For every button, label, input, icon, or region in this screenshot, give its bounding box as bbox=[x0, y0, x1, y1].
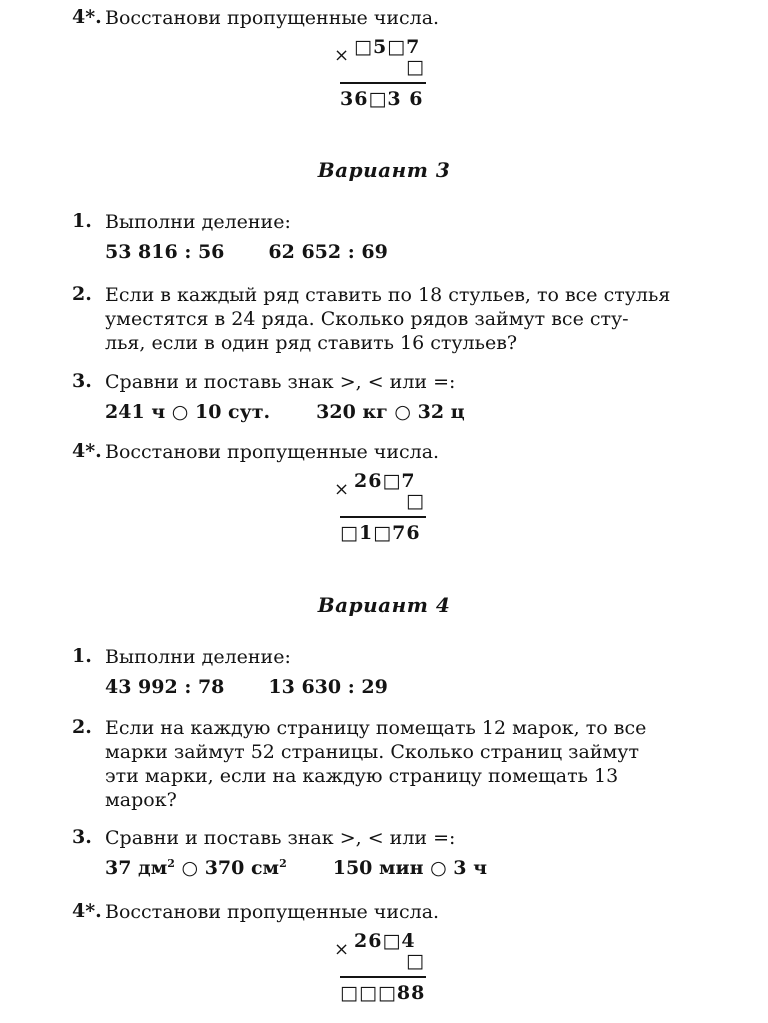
division-exercises bbox=[105, 675, 712, 699]
task-text: Выполни деление: bbox=[105, 646, 291, 668]
v4-task-1 bbox=[72, 645, 712, 699]
task-line-4: марок? bbox=[105, 789, 177, 811]
times-sign: × bbox=[334, 939, 350, 960]
v3-task-3 bbox=[72, 370, 712, 424]
v3-multiplication bbox=[330, 470, 440, 546]
multiplicand: 26□4 bbox=[354, 930, 416, 952]
multiplicand: □5□7 bbox=[354, 36, 421, 58]
variant-4-title: Вариант 4 bbox=[317, 593, 451, 617]
task-number: 3. bbox=[72, 370, 92, 392]
v3-task-1 bbox=[72, 210, 712, 264]
compare-expr-2: 150 мин ○ 3 ч bbox=[332, 857, 488, 879]
result-line bbox=[340, 516, 426, 518]
division-expr-1: 43 992 : 78 bbox=[105, 676, 225, 698]
compare-expr-1 bbox=[105, 857, 287, 879]
task-line-1: Если на каждую страницу помещать 12 марок, то все bbox=[105, 717, 647, 739]
prev-task-4 bbox=[72, 6, 712, 30]
task-number: 2. bbox=[72, 283, 92, 305]
division-expr-2: 62 652 : 69 bbox=[268, 241, 388, 263]
task-line-1: Если в каждый ряд ставить по 18 стульев, то все стулья bbox=[105, 284, 671, 306]
prev-multiplication bbox=[330, 36, 440, 112]
product: □□□88 bbox=[340, 982, 426, 1004]
task-number: 3. bbox=[72, 826, 92, 848]
task-number: 4*. bbox=[72, 440, 102, 462]
task-text: Восстанови пропущенные числа. bbox=[105, 7, 440, 29]
square-exponent: 2 bbox=[279, 857, 287, 870]
division-exercises bbox=[105, 240, 712, 264]
division-expr-1: 53 816 : 56 bbox=[105, 241, 225, 263]
v4-multiplication bbox=[330, 930, 440, 1006]
multiplier: □ bbox=[406, 490, 424, 512]
task-text: Выполни деление: bbox=[105, 211, 291, 233]
division-expr-2: 13 630 : 29 bbox=[268, 676, 388, 698]
result-line bbox=[340, 976, 426, 978]
task-text: Восстанови пропущенные числа. bbox=[105, 441, 440, 463]
task-line-3: эти марки, если на каждую страницу помещать 13 bbox=[105, 765, 619, 787]
task-line-2: уместятся в 24 ряда. Сколько рядов займут все сту- bbox=[105, 308, 629, 330]
compare-expr-1: 241 ч ○ 10 сут. bbox=[105, 401, 271, 423]
compare-right-value: ○ 370 см bbox=[174, 857, 280, 879]
multiplicand: 26□7 bbox=[354, 470, 416, 492]
v4-task-2 bbox=[72, 716, 712, 812]
task-number: 2. bbox=[72, 716, 92, 738]
v4-task-4 bbox=[72, 900, 712, 924]
task-text: Сравни и поставь знак >, < или =: bbox=[105, 827, 456, 849]
task-text: Сравни и поставь знак >, < или =: bbox=[105, 371, 456, 393]
task-number: 4*. bbox=[72, 6, 102, 28]
task-line-2: марки займут 52 страницы. Сколько страниц займут bbox=[105, 741, 639, 763]
v4-task-3 bbox=[72, 826, 712, 880]
task-number: 1. bbox=[72, 210, 92, 232]
result-line bbox=[340, 82, 426, 84]
compare-expr-2: 320 кг ○ 32 ц bbox=[316, 401, 465, 423]
task-number: 1. bbox=[72, 645, 92, 667]
times-sign: × bbox=[334, 45, 350, 66]
product: □1□76 bbox=[340, 522, 421, 544]
task-text: Восстанови пропущенные числа. bbox=[105, 901, 440, 923]
compare-exercises bbox=[105, 856, 712, 880]
variant-3-title: Вариант 3 bbox=[317, 158, 451, 182]
task-number: 4*. bbox=[72, 900, 102, 922]
times-sign: × bbox=[334, 479, 350, 500]
task-line-3: лья, если в один ряд ставить 16 стульев? bbox=[105, 332, 518, 354]
multiplier: □ bbox=[406, 950, 424, 972]
multiplier: □ bbox=[406, 56, 424, 78]
product: 36□3 6 bbox=[340, 88, 424, 110]
compare-exercises bbox=[105, 400, 712, 424]
compare-left-value: 37 дм bbox=[105, 857, 168, 879]
square-exponent: 2 bbox=[167, 857, 175, 870]
v3-task-4 bbox=[72, 440, 712, 464]
v3-task-2 bbox=[72, 283, 712, 355]
